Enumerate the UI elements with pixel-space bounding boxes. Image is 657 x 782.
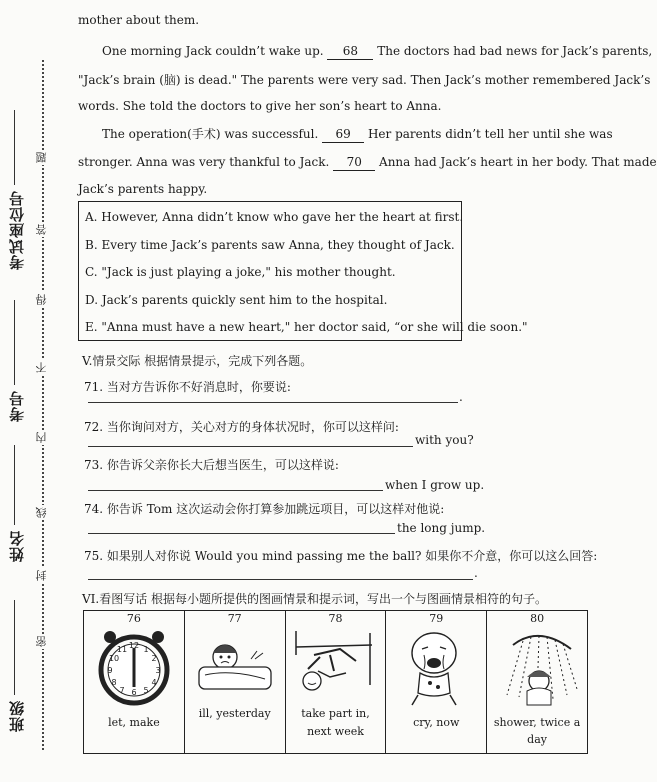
svg-text:8: 8	[111, 678, 117, 687]
seal-char: 内	[35, 432, 48, 443]
passage-line: words. She told the doctors to give her son’s heart to Anna.	[78, 99, 442, 113]
q71-tail: .	[459, 390, 463, 404]
passage-line: Jack’s parents happy.	[78, 182, 208, 196]
svg-text:2: 2	[151, 654, 157, 663]
seal-char: 线	[35, 507, 48, 518]
svg-text:10: 10	[108, 654, 120, 663]
picture-77	[185, 611, 286, 753]
svg-text:1: 1	[143, 645, 149, 654]
picture-caption: cry, now	[413, 716, 460, 729]
name-label: 姓名	[8, 530, 26, 562]
passage-line: stronger. Anna was very thankful to Jack. 70 Anna had Jack’s heart in her body. That made	[78, 155, 657, 169]
question-74: 74. 你告诉 Tom 这次运动会你打算参加跳远项目，可以这样对他说:	[84, 502, 445, 516]
picture-80	[487, 611, 587, 753]
class-line	[14, 600, 15, 695]
svg-text:7: 7	[119, 686, 125, 695]
name-line	[14, 445, 15, 525]
exam-number-line	[14, 300, 15, 385]
option-c: C. "Jack is just playing a joke," his mother thought.	[85, 265, 396, 279]
picture-caption: let, make	[108, 716, 160, 729]
section-5-title: V.情景交际 根据情景提示，完成下列各题。	[82, 354, 313, 368]
answer-line-73[interactable]	[88, 490, 383, 491]
alarm-clock-icon	[94, 627, 174, 709]
class-label: 班级	[8, 700, 26, 732]
answer-line-75[interactable]	[88, 579, 473, 580]
svg-text:4: 4	[151, 678, 157, 687]
svg-text:11: 11	[116, 645, 128, 654]
section-6-title: VI.看图写话 根据每小题所提供的图画情景和提示词，写出一个与图画情景相符的句子。	[82, 592, 548, 606]
q75-tail: .	[474, 566, 478, 580]
picture-number: 79	[429, 612, 444, 625]
seat-number-label: 考试座位号	[8, 190, 26, 270]
answer-blank-70[interactable]: 70	[333, 154, 375, 171]
seal-char: 密	[35, 636, 48, 647]
option-d: D. Jack’s parents quickly sent him to the hospital.	[85, 293, 388, 307]
svg-text:5: 5	[143, 686, 149, 695]
question-73: 73. 你告诉父亲你长大后想当医生，可以这样说:	[84, 458, 339, 472]
passage-line: mother about them.	[78, 13, 200, 27]
crying-baby-icon	[394, 625, 474, 709]
picture-grid	[83, 610, 588, 754]
svg-text:6: 6	[131, 688, 137, 697]
q73-tail: when I grow up.	[385, 478, 485, 492]
question-71: 71. 当对方告诉你不好消息时，你要说:	[84, 380, 291, 394]
picture-number: 80	[530, 612, 545, 625]
passage-line: "Jack’s brain (脑) is dead." The parents were very sad. Then Jack’s mother remembered Jack’s	[78, 73, 651, 87]
exam-number-label: 考号	[8, 390, 26, 422]
high-jump-icon	[290, 625, 378, 705]
svg-text:12: 12	[128, 641, 140, 650]
seal-char: 题	[35, 152, 48, 163]
picture-caption: take part in,	[301, 707, 370, 720]
q74-tail: the long jump.	[397, 521, 486, 535]
passage-line: One morning Jack couldn’t wake up. 68 The doctors had bad news for Jack’s parents,	[102, 44, 653, 58]
question-72: 72. 当你询问对方，关心对方的身体状况时，你可以这样问:	[84, 420, 399, 434]
option-a: A. However, Anna didn’t know who gave her the heart at first.	[85, 210, 464, 224]
picture-caption: shower, twice a day	[493, 716, 581, 746]
answer-line-72[interactable]	[88, 446, 413, 447]
shower-icon	[493, 625, 585, 711]
picture-caption-line2: next week	[307, 725, 364, 738]
picture-78	[286, 611, 387, 753]
option-b: B. Every time Jack’s parents saw Anna, they thought of Jack.	[85, 238, 455, 252]
picture-number: 77	[227, 612, 242, 625]
answer-blank-69[interactable]: 69	[322, 126, 364, 143]
answer-line-74[interactable]	[88, 533, 395, 534]
binding-margin	[0, 0, 70, 782]
svg-text:3: 3	[155, 666, 161, 675]
options-box	[78, 201, 528, 341]
picture-number: 76	[126, 612, 141, 625]
q72-tail: with you?	[415, 433, 474, 447]
picture-caption: ill, yesterday	[198, 707, 271, 720]
picture-76	[84, 611, 185, 753]
seal-char: 得	[35, 294, 48, 305]
svg-text:9: 9	[107, 666, 113, 675]
seal-char: 不	[35, 362, 48, 373]
picture-number: 78	[328, 612, 343, 625]
answer-blank-68[interactable]: 68	[327, 43, 373, 60]
passage-line: The operation(手术) was successful. 69 Her parents didn’t tell her until she was	[102, 127, 613, 141]
picture-79	[386, 611, 487, 753]
sick-child-in-bed-icon	[191, 629, 277, 699]
answer-line-71[interactable]	[88, 402, 458, 403]
question-75: 75. 如果别人对你说 Would you mind passing me the ball? 如果你不介意，你可以这么回答:	[84, 549, 598, 563]
seal-char: 答	[35, 224, 48, 235]
seal-char: 封	[35, 570, 48, 581]
seat-number-line	[14, 110, 15, 185]
option-e: E. "Anna must have a new heart," her doctor said, “or she will die soon."	[85, 320, 528, 334]
